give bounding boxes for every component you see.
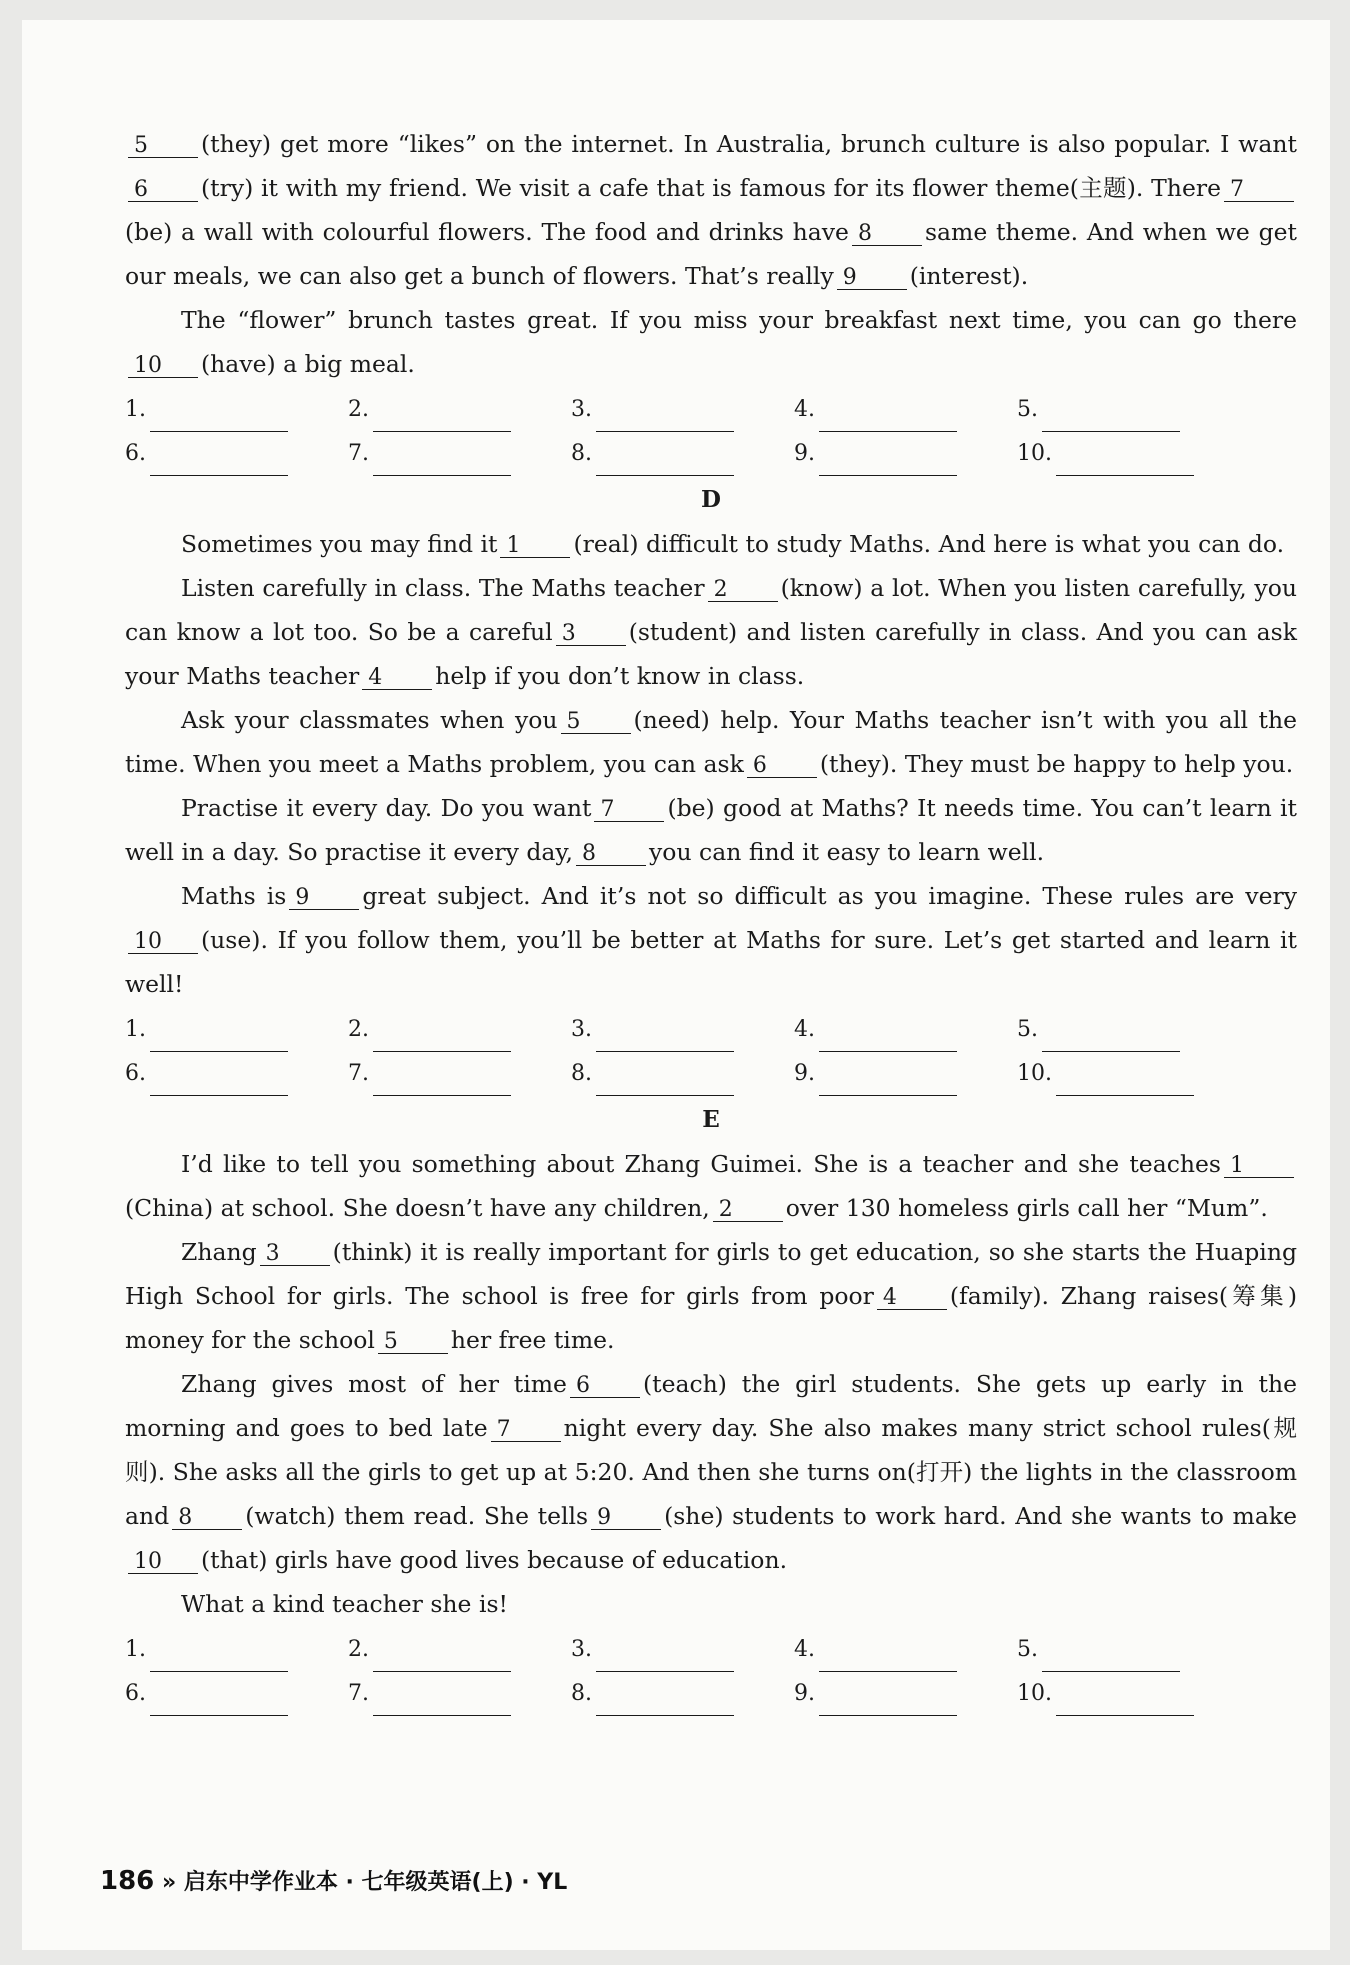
answer-slot[interactable]: 10.	[1017, 1052, 1240, 1096]
answer-slot[interactable]: 5.	[1017, 1008, 1240, 1052]
answer-slot[interactable]: 6.	[125, 1052, 348, 1096]
paragraph-e3: Zhang gives most of her time 6 (teach) the girl students. She gets up early in the morning and goes to bed late 7 night every day. She also makes many strict school rules(规则). She asks all the girls to get up at 5:20. And then she turns on(打开) the lights in the classroom and 8 (watch) them read. She tells 9 (she) students to work hard. And she wants to make10 (that) girls have good lives because of education.	[125, 1370, 1297, 1574]
blank-8[interactable]: 8	[852, 223, 922, 246]
paragraph-d5: Maths is 9 great subject. And it’s not so difficult as you imagine. These rules are very10 (use). If you follow them, you’ll be better at Maths for sure. Let’s get started and learn it well!	[125, 882, 1297, 998]
blank-1[interactable]: 1	[500, 535, 570, 558]
blank-6[interactable]: 6	[570, 1375, 640, 1398]
answer-line[interactable]	[596, 1067, 734, 1096]
blank-4[interactable]: 4	[877, 1287, 947, 1310]
answer-line[interactable]	[150, 403, 288, 432]
paragraph-e1: I’d like to tell you something about Zhang Guimei. She is a teacher and she teaches 1(China) at school. She doesn’t have any children, 2 over 130 homeless girls call her “Mum”.	[125, 1142, 1297, 1230]
answer-slot[interactable]: 4.	[794, 1628, 1017, 1672]
answer-line[interactable]	[819, 1643, 957, 1672]
answer-line[interactable]	[1042, 403, 1180, 432]
answer-slot[interactable]: 4.	[794, 388, 1017, 432]
worksheet-content	[125, 122, 1297, 1718]
blank-6[interactable]: 6	[747, 755, 817, 778]
answer-slot[interactable]: 8.	[571, 432, 794, 476]
section-heading-e: E	[702, 1106, 720, 1133]
answer-grid-c	[125, 388, 1297, 476]
answer-line[interactable]	[1056, 1687, 1194, 1716]
answer-line[interactable]	[1056, 1067, 1194, 1096]
answer-line[interactable]	[150, 1643, 288, 1672]
blank-6[interactable]: 6	[128, 179, 198, 202]
blank-1[interactable]: 1	[1224, 1155, 1294, 1178]
answer-slot[interactable]: 9.	[794, 432, 1017, 476]
blank-2[interactable]: 2	[713, 1199, 783, 1222]
answer-slot[interactable]: 3.	[571, 1008, 794, 1052]
answer-line[interactable]	[819, 1067, 957, 1096]
page-footer	[100, 1865, 567, 1896]
blank-7[interactable]: 7	[1224, 179, 1294, 202]
answer-slot[interactable]: 8.	[571, 1672, 794, 1716]
paragraph-d3: Ask your classmates when you 5 (need) help. Your Maths teacher isn’t with you all the time. When you meet a Maths problem, you can ask 6 (they). They must be happy to help you.	[125, 706, 1297, 778]
blank-3[interactable]: 3	[556, 623, 626, 646]
answer-slot[interactable]: 2.	[348, 1628, 571, 1672]
answer-line[interactable]	[373, 1067, 511, 1096]
blank-9[interactable]: 9	[837, 267, 907, 290]
paragraph-c1: 5 (they) get more “likes” on the internet. In Australia, brunch culture is also popular. I want6 (try) it with my friend. We visit a cafe that is famous for its flower theme(主题). There 7(be) a wall with colourful flowers. The food and drinks have 8 same theme. And when we get our meals, we can also get a bunch of flowers. That’s really 9 (interest).	[125, 130, 1297, 290]
answer-slot[interactable]: 2.	[348, 1008, 571, 1052]
section-heading-d: D	[701, 486, 721, 513]
answer-slot[interactable]: 2.	[348, 388, 571, 432]
answer-slot[interactable]: 6.	[125, 432, 348, 476]
answer-grid-d	[125, 1008, 1297, 1096]
answer-slot[interactable]: 10.	[1017, 1672, 1240, 1716]
answer-line[interactable]	[150, 1023, 288, 1052]
worksheet-page	[22, 20, 1330, 1950]
answer-slot[interactable]: 1.	[125, 1008, 348, 1052]
answer-line[interactable]	[819, 1687, 957, 1716]
blank-2[interactable]: 2	[708, 579, 778, 602]
answer-slot[interactable]: 3.	[571, 388, 794, 432]
answer-line[interactable]	[1042, 1643, 1180, 1672]
answer-line[interactable]	[373, 447, 511, 476]
blank-5[interactable]: 5	[128, 135, 198, 158]
answer-line[interactable]	[819, 447, 957, 476]
paragraph-d1: Sometimes you may find it 1 (real) difficult to study Maths. And here is what you can do.	[181, 530, 1285, 558]
answer-slot[interactable]: 6.	[125, 1672, 348, 1716]
blank-3[interactable]: 3	[260, 1243, 330, 1266]
blank-10[interactable]: 10	[128, 1551, 198, 1574]
paragraph-d4: Practise it every day. Do you want 7 (be) good at Maths? It needs time. You can’t learn it well in a day. So practise it every day, 8 you can find it easy to learn well.	[125, 794, 1297, 866]
answer-slot[interactable]: 8.	[571, 1052, 794, 1096]
answer-slot[interactable]: 4.	[794, 1008, 1017, 1052]
answer-slot[interactable]: 7.	[348, 432, 571, 476]
answer-slot[interactable]: 9.	[794, 1052, 1017, 1096]
paragraph-e4: What a kind teacher she is!	[181, 1590, 508, 1618]
answer-slot[interactable]: 3.	[571, 1628, 794, 1672]
answer-line[interactable]	[373, 403, 511, 432]
answer-slot[interactable]: 7.	[348, 1672, 571, 1716]
blank-8[interactable]: 8	[172, 1507, 242, 1530]
answer-line[interactable]	[596, 1643, 734, 1672]
book-title: 启东中学作业本 · 七年级英语(上) · YL	[183, 1870, 568, 1895]
answer-slot[interactable]: 5.	[1017, 388, 1240, 432]
answer-line[interactable]	[596, 1023, 734, 1052]
blank-5[interactable]: 5	[378, 1331, 448, 1354]
answer-grid-e	[125, 1628, 1297, 1716]
answer-line[interactable]	[150, 1687, 288, 1716]
answer-line[interactable]	[1056, 447, 1194, 476]
answer-line[interactable]	[596, 403, 734, 432]
double-chevron-icon: »	[161, 1870, 177, 1895]
answer-line[interactable]	[373, 1023, 511, 1052]
blank-5[interactable]: 5	[561, 711, 631, 734]
blank-7[interactable]: 7	[594, 799, 664, 822]
blank-9[interactable]: 9	[289, 887, 359, 910]
answer-line[interactable]	[819, 403, 957, 432]
paragraph-e2: Zhang 3 (think) it is really important for girls to get education, so she starts the Huaping High School for girls. The school is free for girls from poor 4 (family). Zhang raises(筹集) money for the school 5 her free time.	[125, 1238, 1297, 1354]
answer-line[interactable]	[373, 1643, 511, 1672]
answer-line[interactable]	[150, 1067, 288, 1096]
blank-7[interactable]: 7	[491, 1419, 561, 1442]
blank-10[interactable]: 10	[128, 355, 198, 378]
answer-slot[interactable]: 1.	[125, 388, 348, 432]
paragraph-d2: Listen carefully in class. The Maths teacher 2 (know) a lot. When you listen carefully, you can know a lot too. So be a careful 3 (student) and listen carefully in class. And you can ask your Maths teacher 4 help if you don’t know in class.	[125, 574, 1297, 690]
answer-slot[interactable]: 9.	[794, 1672, 1017, 1716]
answer-slot[interactable]: 5.	[1017, 1628, 1240, 1672]
answer-line[interactable]	[596, 447, 734, 476]
blank-9[interactable]: 9	[591, 1507, 661, 1530]
blank-8[interactable]: 8	[576, 843, 646, 866]
answer-slot[interactable]: 7.	[348, 1052, 571, 1096]
answer-line[interactable]	[150, 447, 288, 476]
answer-slot[interactable]: 1.	[125, 1628, 348, 1672]
answer-line[interactable]	[373, 1687, 511, 1716]
blank-10[interactable]: 10	[128, 931, 198, 954]
answer-line[interactable]	[1042, 1023, 1180, 1052]
answer-line[interactable]	[819, 1023, 957, 1052]
answer-line[interactable]	[596, 1687, 734, 1716]
page-number: 186	[100, 1866, 155, 1896]
blank-4[interactable]: 4	[362, 667, 432, 690]
paragraph-c2: The “flower” brunch tastes great. If you miss your breakfast next time, you can go there 10 (have) a big meal.	[125, 298, 1297, 386]
answer-slot[interactable]: 10.	[1017, 432, 1240, 476]
